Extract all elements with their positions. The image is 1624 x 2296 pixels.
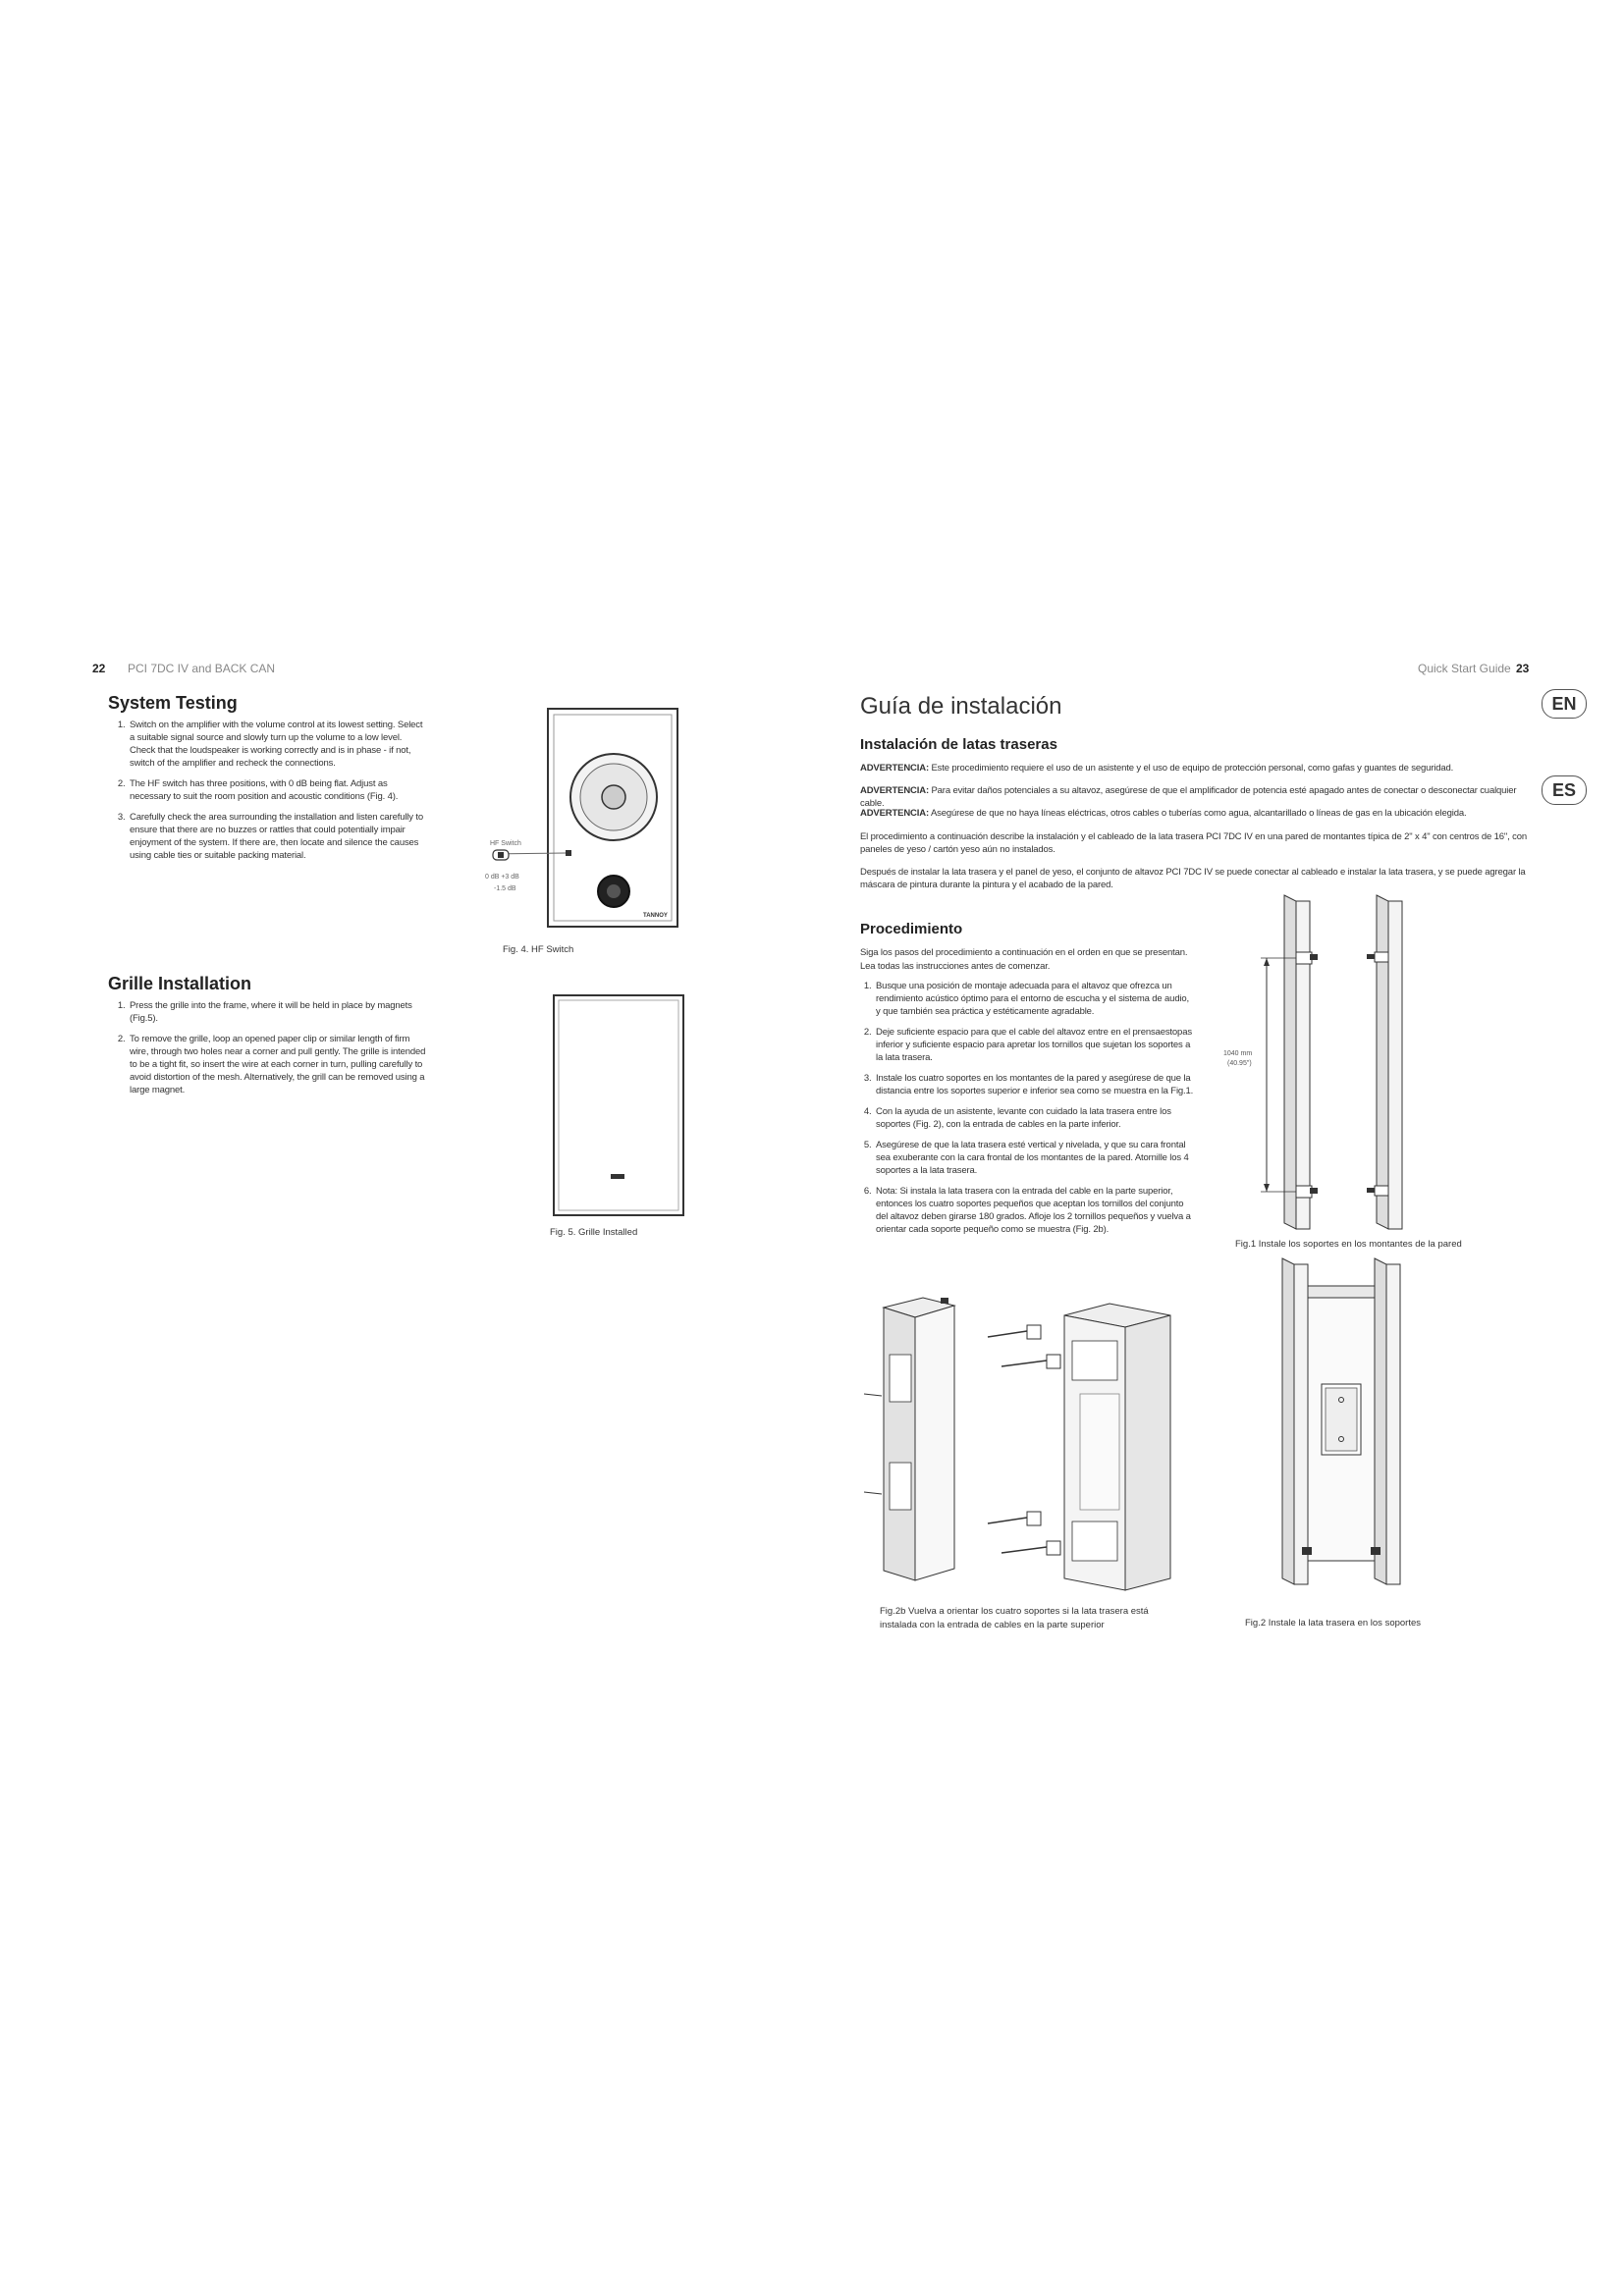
warning-1-label: ADVERTENCIA: <box>860 763 929 774</box>
procedure-section <box>860 921 962 937</box>
procedure-step-6: 6. Nota: Si instala la lata trasera con la entrada del cable en la parte superior, entonces los cuatro soportes pequeños que aceptan los tornillos del conjunto del altavoz deben girarse 180 grados. Afloje los 2 tornillos pequeños y vuelva a orientar cada soporte pequeño como se muestra (Fig. 2b). <box>874 1185 1194 1236</box>
hf-switch-label: HF Switch <box>490 840 521 847</box>
fig4-speaker-illustration <box>471 707 687 933</box>
fig2-backcan-illustration <box>1267 1256 1414 1590</box>
fig1-dim-mm: 1040 mm <box>1223 1050 1253 1057</box>
system-testing-step-2: 2. The HF switch has three positions, with 0 dB being flat. Adjust as necessary to suit the room position and acoustic conditions (Fig. 4). <box>128 777 426 803</box>
procedure-steps <box>860 980 1194 1244</box>
system-testing-step-3: 3. Carefully check the area surrounding the installation and listen carefully to ensure that there are no buzzes or rattles that could potentially impair enjoyment of the system. If there are, then locate and silence the causes using cable ties or suitable packing material. <box>128 811 426 862</box>
fig5-caption: Fig. 5. Grille Installed <box>550 1227 638 1238</box>
grille-step-1: 1. Press the grille into the frame, where it will be held in place by magnets (Fig.5). <box>128 999 426 1025</box>
warning-3-label: ADVERTENCIA: <box>860 808 929 819</box>
fig2b-caption-line2: instalada con la entrada de cables en la parte superior <box>880 1620 1105 1630</box>
procedure-step-3: 3. Instale los cuatro soportes en los montantes de la pared y asegúrese de que la distancia entre los soportes superior e inferior sea como se muestra en la Fig.1. <box>874 1072 1194 1097</box>
warning-3-text: Asegúrese de que no haya líneas eléctricas, otros cables o tuberías como agua, alcantarillado o líneas de gas en la ubicación elegida. <box>930 808 1467 819</box>
procedure-intro-2: Lea todas las instrucciones antes de comenzar. <box>860 961 1051 972</box>
hf-switch-minus: -1.5 dB <box>494 885 516 892</box>
right-page-header: Quick Start Guide <box>1418 662 1511 675</box>
procedure-title: Procedimiento <box>860 921 963 937</box>
fig2-caption: Fig.2 Instale la lata trasera en los soportes <box>1245 1618 1422 1629</box>
back-can-paragraph-2: Después de instalar la lata trasera y el panel de yeso, el conjunto de altavoz PCI 7DC IV se puede conectar al cableado e instalar la lata trasera, y se puede agregar la máscara de pintura durante la pintura y el acabado de la pared. <box>860 867 1526 890</box>
installation-guide-header <box>860 693 1061 721</box>
left-page-header: PCI 7DC IV and BACK CAN <box>128 662 276 675</box>
system-testing-steps <box>114 719 426 870</box>
system-testing-title: System Testing <box>108 693 238 713</box>
warning-3 <box>860 807 1528 820</box>
grille-installation-steps <box>114 999 426 1104</box>
installation-guide-title: Guía de instalación <box>860 693 1062 720</box>
left-page-number: 22 <box>92 662 106 675</box>
back-can-title: Instalación de latas traseras <box>860 736 1057 753</box>
warning-1 <box>860 762 1528 774</box>
procedure-step-1: 1. Busque una posición de montaje adecuada para el altavoz que ofrezca un rendimiento acústico óptimo para el entorno de escucha y el sistema de audio, y que también sea práctica y estéticamente agradable. <box>874 980 1194 1018</box>
fig2b-brackets-illustration <box>854 1296 1178 1590</box>
grille-installation-section <box>108 974 251 994</box>
tannoy-logo: TANNOY <box>643 913 668 919</box>
lang-tab-en[interactable]: EN <box>1542 689 1587 719</box>
fig1-dim-in: (40.95") <box>1227 1060 1252 1067</box>
hf-switch-values: 0 dB +3 dB <box>485 874 519 881</box>
grille-installation-title: Grille Installation <box>108 974 252 993</box>
procedure-step-2: 2. Deje suficiente espacio para que el cable del altavoz entre en el prensaestopas inferior y suficiente espacio para apretar los tornillos que sujetan los soportes a la lata trasera. <box>874 1026 1194 1064</box>
system-testing-section <box>108 693 238 714</box>
back-can-section <box>860 736 1057 753</box>
procedure-intro-1: Siga los pasos del procedimiento a continuación en el orden en que se presentan. <box>860 947 1188 958</box>
fig1-caption: Fig.1 Instale los soportes en los montantes de la pared <box>1235 1239 1462 1250</box>
warning-2-label: ADVERTENCIA: <box>860 785 929 796</box>
lang-tab-es[interactable]: ES <box>1542 775 1587 805</box>
grille-step-2: 2. To remove the grille, loop an opened paper clip or similar length of firm wire, through two holes near a corner and pull gently. The grille is intended to be a tight fit, so insert the wire at each corner in turn, pulling carefully to avoid distortion of the mesh. Alternatively, the grill can be removed using a large magnet. <box>128 1033 426 1096</box>
procedure-step-5: 5. Asegúrese de que la lata trasera esté vertical y nivelada, y que su cara frontal sea exuberante con la cara frontal de los montantes de la pared. Atornille los 4 soportes a la lata trasera. <box>874 1139 1194 1177</box>
right-page-number: 23 <box>1516 662 1530 675</box>
procedure-step-4: 4. Con la ayuda de un asistente, levante con cuidado la lata trasera entre los soportes (Fig. 2), con la entrada de cables en la parte inferior. <box>874 1105 1194 1131</box>
fig5-grille-illustration <box>552 993 689 1219</box>
fig4-caption: Fig. 4. HF Switch <box>503 944 574 955</box>
warning-2-text: Para evitar daños potenciales a su altavoz, asegúrese de que el amplificador de potencia esté apagado antes de conectar o desconectar cualquier cable. <box>860 785 1517 809</box>
warning-1-text: Este procedimiento requiere el uso de un asistente y el uso de equipo de protección personal, como gafas y guantes de seguridad. <box>931 763 1454 774</box>
system-testing-step-1: 1. Switch on the amplifier with the volume control at its lowest setting. Select a suitable signal source and slowly turn up the volume to a low level. Check that the loudspeaker is working correctly and is in phase - if not, switch of the amplifier and recheck the connections. <box>128 719 426 770</box>
back-can-paragraph-1: El procedimiento a continuación describe la instalación y el cableado de la lata trasera PCI 7DC IV en una pared de montantes típica de 2" x 4" con centros de 16", con paneles de yeso / cartón yeso aún no instalados. <box>860 831 1527 855</box>
fig2b-caption-line1: Fig.2b Vuelva a orientar los cuatro soportes si la lata trasera está <box>880 1606 1149 1617</box>
